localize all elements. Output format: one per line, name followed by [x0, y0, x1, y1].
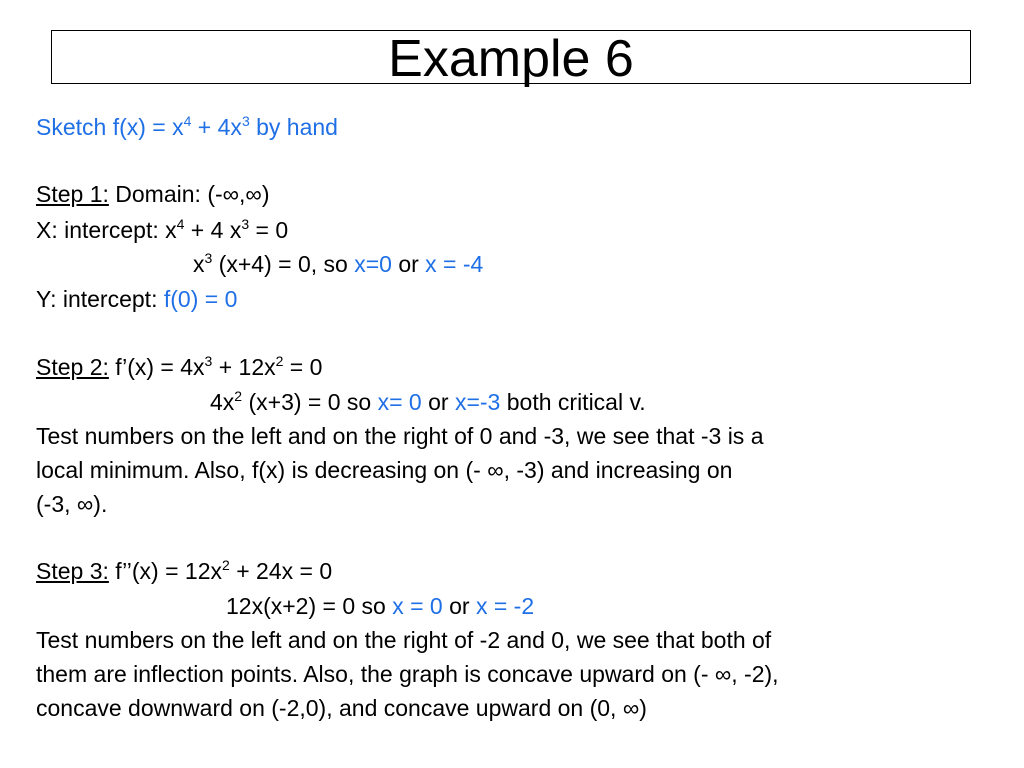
step3-explanation-2: them are inflection points. Also, the graph is concave upward on (- ∞, -2),	[36, 661, 779, 687]
exponent: 2	[222, 557, 230, 573]
step1-label: Step 1:	[36, 181, 109, 207]
step2-explanation-3: (-3, ∞).	[36, 491, 108, 517]
critical-text-3: or	[421, 389, 455, 415]
domain-text: Domain: (-∞,∞)	[108, 181, 270, 207]
exponent: 3	[241, 216, 250, 232]
step2-label: Step 2:	[36, 354, 109, 380]
exponent: 2	[275, 353, 284, 369]
y-intercept-label: Y: intercept:	[36, 286, 164, 312]
problem-text-3: by hand	[249, 114, 338, 140]
factor-text-1: x	[193, 251, 205, 277]
step1-domain-line	[36, 180, 269, 208]
factor-text-2: (x+4) = 0, so	[212, 251, 355, 277]
factor-text-3: or	[391, 251, 426, 277]
slide-title: Example 6	[388, 30, 634, 88]
step3-explanation-1: Test numbers on the left and on the right of -2 and 0, we see that both of	[36, 627, 772, 653]
problem-text-1: Sketch f(x) = x	[36, 114, 184, 140]
inflection-value: x = 0	[392, 593, 443, 619]
step2-explanation-2: local minimum. Also, f(x) is decreasing on (- ∞, -3) and increasing on	[36, 457, 733, 483]
x-intercept-text-3: = 0	[249, 217, 289, 243]
inflection-value: x = -2	[475, 593, 535, 619]
inflection-values-line	[226, 592, 534, 620]
x-intercept-text-1: X: intercept: x	[36, 217, 177, 243]
derivative-text-1: f’(x) = 4x	[108, 354, 205, 380]
y-intercept-line	[36, 285, 237, 313]
exponent: 3	[204, 250, 213, 266]
critical-text-4: both critical v.	[500, 389, 646, 415]
step3-second-derivative-line	[36, 557, 332, 585]
title-box	[51, 30, 971, 88]
inflection-text-1: 12x(x+2) = 0 so	[226, 593, 393, 619]
y-intercept-value: f(0) = 0	[163, 286, 238, 312]
critical-values-line	[210, 388, 646, 416]
problem-text-2: + 4x	[191, 114, 242, 140]
x-intercept-factor-line	[193, 250, 483, 278]
x-intercept-text-2: + 4 x	[184, 217, 242, 243]
problem-statement	[36, 113, 338, 141]
inflection-text-2: or	[442, 593, 476, 619]
exponent: 3	[241, 113, 250, 129]
root-value: x=0	[354, 251, 392, 277]
exponent: 4	[176, 216, 185, 232]
critical-value: x=-3	[454, 389, 501, 415]
step3-explanation-3: concave downward on (-2,0), and concave upward on (0, ∞)	[36, 695, 647, 721]
x-intercept-line	[36, 216, 288, 244]
critical-text-2: (x+3) = 0 so	[242, 389, 378, 415]
second-derivative-text-2: + 24x = 0	[229, 558, 333, 584]
exponent: 2	[234, 388, 243, 404]
critical-text-1: 4x	[210, 389, 235, 415]
root-value: x = -4	[425, 251, 484, 277]
step2-derivative-line	[36, 353, 322, 381]
critical-value: x= 0	[377, 389, 422, 415]
second-derivative-text-1: f’’(x) = 12x	[108, 558, 223, 584]
derivative-text-3: = 0	[283, 354, 323, 380]
step2-explanation-1: Test numbers on the left and on the right of 0 and -3, we see that -3 is a	[36, 423, 764, 449]
exponent: 4	[183, 113, 192, 129]
derivative-text-2: + 12x	[212, 354, 276, 380]
step3-label: Step 3:	[36, 558, 109, 584]
exponent: 3	[204, 353, 213, 369]
